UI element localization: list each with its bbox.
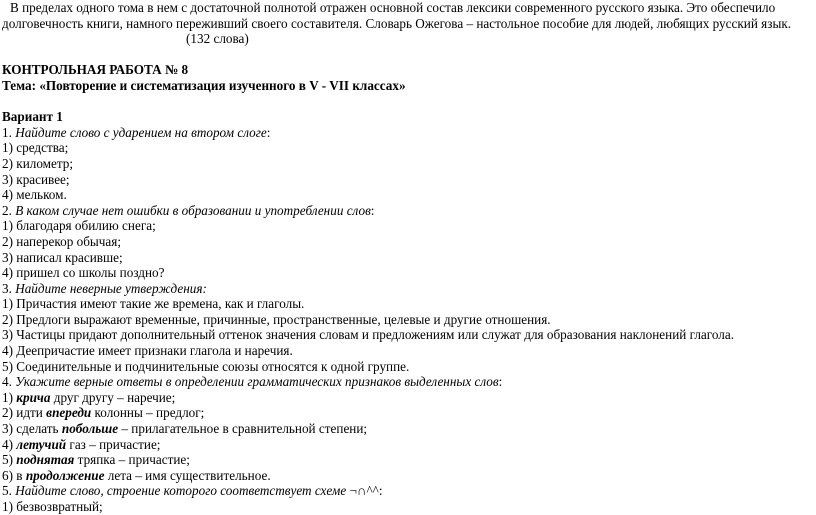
variant-label: Вариант 1	[2, 109, 63, 125]
q3-option-3: 3) Частицы придают дополнительный оттенок значения словам и предложениям или служат для образования наклонений глагола.	[2, 327, 735, 343]
q2-option-4: 4) пришел со школы поздно?	[2, 265, 165, 281]
question-1: 1. Найдите слово с ударением на втором слоге:	[2, 124, 271, 140]
q4-option-5: 5) поднятая тряпка – причастие;	[2, 452, 190, 468]
q5-option-1: 1) безвозвратный;	[2, 499, 103, 514]
test-title: КОНТРОЛЬНАЯ РАБОТА № 8	[2, 62, 189, 78]
spacer	[2, 47, 816, 63]
word-count: (132 слова)	[186, 31, 249, 47]
intro-line-2: долговечность книги, намного переживший своего составителя. Словарь Ожегова – настольное пособие для людей, любящих русский язык.	[2, 15, 792, 31]
q4-option-6: 6) в продолжение лета – имя существительное.	[2, 467, 271, 483]
spacer	[2, 94, 816, 110]
q4-option-4: 4) летучий газ – причастие;	[2, 436, 161, 452]
q3-option-4: 4) Деепричастие имеет признаки глагола и наречия.	[2, 343, 293, 359]
q4-option-3: 3) сделать побольше – прилагательное в сравнительной степени;	[2, 421, 368, 437]
question-4: 4. Укажите верные ответы в определении грамматических признаков выделенных слов:	[2, 374, 503, 390]
q3-option-1: 1) Причастия имеют такие же времена, как и глаголы.	[2, 296, 305, 312]
q3-option-5: 5) Соединительные и подчинительные союзы относятся к одной группе.	[2, 358, 410, 374]
q2-option-2: 2) наперекор обычая;	[2, 233, 121, 249]
q1-option-1: 1) средства;	[2, 140, 69, 156]
test-theme: Тема: «Повторение и систематизация изученного в V - VII классах»	[2, 77, 406, 93]
q1-option-4: 4) мельком.	[2, 187, 67, 203]
q4-option-2: 2) идти впереди колонны – предлог;	[2, 405, 205, 421]
question-5: 5. Найдите слово, строение которого соответствует схеме ¬∩^^:	[2, 483, 383, 499]
morpheme-scheme: ¬∩^^	[346, 483, 379, 499]
q2-option-1: 1) благодаря обилию снега;	[2, 218, 156, 234]
intro-line-1: В пределах одного тома в нем с достаточной полнотой отражен основной состав лексики современного русского языка. Это обеспечило	[10, 0, 776, 15]
q1-option-3: 3) красивее;	[2, 171, 70, 187]
q4-option-1: 1) крича друг другу – наречие;	[2, 389, 176, 405]
question-2: 2. В каком случае нет ошибки в образовании и употреблении слов:	[2, 202, 375, 218]
q1-option-2: 2) километр;	[2, 155, 74, 171]
question-3: 3. Найдите неверные утверждения:	[2, 280, 207, 296]
q3-option-2: 2) Предлоги выражают временные, причинные, пространственные, целевые и другие отношения.	[2, 311, 551, 327]
q2-option-3: 3) написал красивше;	[2, 249, 123, 265]
